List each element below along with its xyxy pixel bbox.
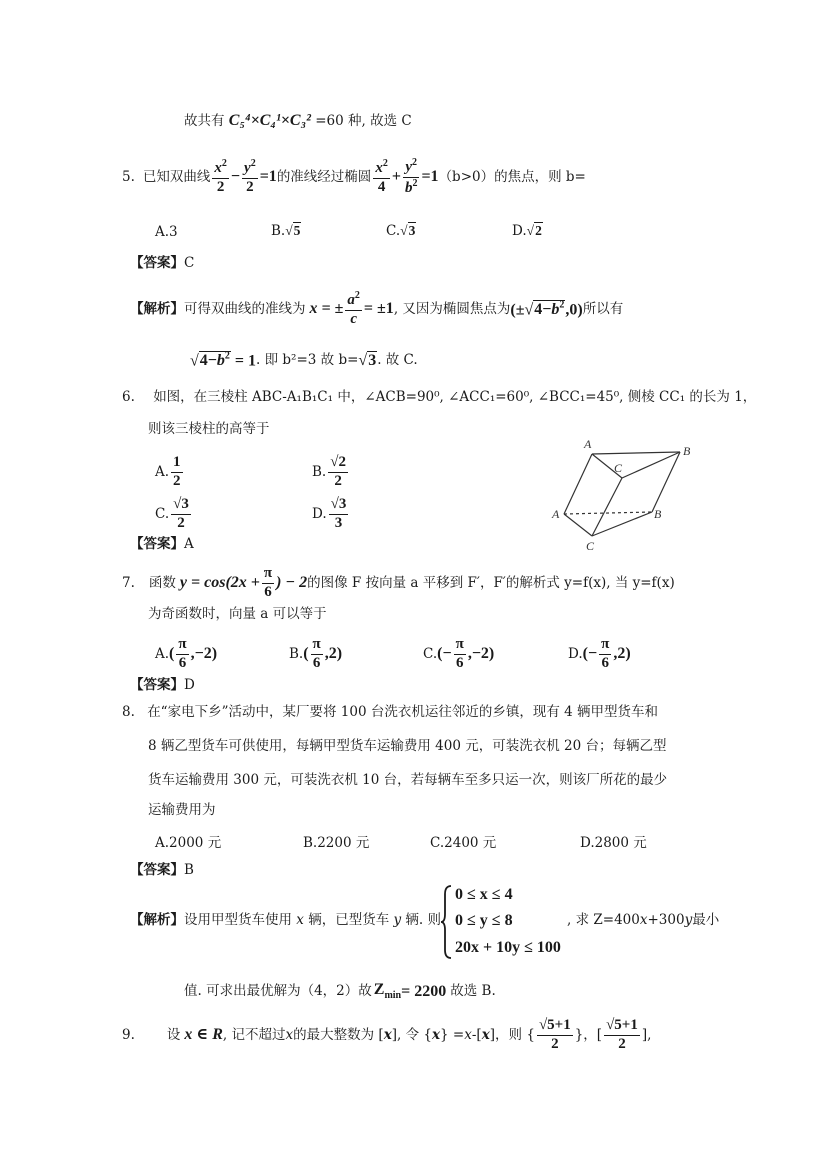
q9-text-d: ], 令 {: [391, 1026, 432, 1043]
q6-stem: [122, 391, 756, 405]
q6-option-a: [155, 455, 185, 490]
q5-option-b-value: 5: [293, 223, 301, 238]
q7-answer-value: D: [184, 677, 195, 693]
constraint-1: 0 ≤ x ≤ 4: [455, 886, 513, 903]
q5-option-a: A.3: [155, 224, 178, 240]
q5-option-d-value: 2: [535, 223, 542, 238]
q6-option-d: [312, 497, 350, 532]
q8-number: 8.: [122, 704, 135, 720]
q7-option-b: B. ( $\frac{\pi}{6}$ ,2): [289, 636, 343, 671]
q5-analysis-c: 所以有: [582, 300, 624, 317]
q9-text-i: ],: [641, 1026, 652, 1043]
q5-analysis-a: 可得双曲线的准线为: [184, 300, 306, 317]
q5-answer: [130, 257, 194, 271]
q8-analysis: 【解析】设用甲型货车使用 x 辆，已型货车 y 辆. 则: [130, 912, 442, 928]
q5-option-c-label: C.: [386, 223, 401, 239]
z-min-value: = 2200: [401, 982, 447, 1000]
ellipse-term-x: $\frac{x^2}{4}$: [375, 158, 388, 195]
answer-label: 【答案】: [130, 862, 184, 878]
q8-analysis-line2: 值. 可求出最优解为（4，2）故 $Z_{min}$ = 2200 故选 B.: [184, 981, 496, 1002]
q5-analysis: 【解析】 可得双曲线的准线为 x = ± $\frac{a^2}{c}$ = ±1 , 又因为椭圆焦点为 $(\pm√4-b^2,0)$ 所以有: [130, 290, 624, 327]
q6-answer-value: A: [184, 536, 194, 552]
hyperbola-term-x: $\frac{x^2}{2}$: [214, 158, 227, 195]
q6-option-d-value: $\frac{√3}{3}$: [330, 496, 347, 531]
q5-option-b-label: B.: [271, 223, 286, 239]
q5-stem: 5. 已知双曲线 $\frac{x^2}{2}$ − $\frac{y^2}{2}$ =1 的准线经过椭圆 $\frac{x^2}{4}$ + $\frac{y^2}{b^2}$ =1 （b>0）的焦点，则 b=: [122, 157, 586, 196]
ellipse-term-y: $\frac{y^2}{b^2}$: [404, 157, 418, 196]
q5-text-b: 的准线经过椭圆: [276, 168, 372, 185]
q7-option-a-label: A.: [155, 645, 170, 662]
q6-option-b-label: B.: [312, 463, 327, 480]
q8-analysis-h: 故选 B.: [450, 982, 496, 999]
q5-option-d: D.√2: [512, 223, 542, 239]
q8-analysis-e: +300: [647, 912, 685, 928]
q9-text-g: ]，则 {: [489, 1026, 535, 1043]
figure-label-c: C: [586, 539, 595, 553]
q8-analysis-objective: , 求 Z=400x+300y最小: [567, 912, 720, 928]
q6-option-a-value: $\frac{1}{2}$: [173, 454, 181, 489]
q5-text-a: 已知双曲线: [142, 168, 211, 185]
q6-option-c-value: $\frac{√3}{2}$: [173, 496, 189, 531]
q5-option-c-value: 3: [408, 223, 416, 238]
q9-text-f: -[: [471, 1026, 482, 1043]
q6-option-b-value: $\frac{√2}{2}$: [330, 454, 346, 489]
q7-stem-line2: 为奇函数时，向量 a 可以等于: [148, 606, 327, 622]
q6-option-c-label: C.: [155, 505, 170, 522]
q7-option-d: D. (− $\frac{\pi}{6}$ ,2): [568, 636, 631, 671]
q8-analysis-b: 辆，已型货车: [308, 912, 390, 928]
answer-label: 【答案】: [130, 677, 184, 693]
q7-option-d-label: D.: [568, 645, 583, 662]
analysis-label: 【解析】: [130, 300, 184, 317]
figure-label-b1: B: [683, 444, 691, 458]
directrix-fraction: $\frac{a^2}{c}$: [347, 290, 360, 327]
q8-option-d: D.2800 元: [580, 835, 647, 851]
q7-pi-fraction: $\frac{\pi}{6}$: [263, 565, 273, 600]
q7-option-c-label: C.: [423, 645, 438, 662]
q9-fraction-1: $\frac{√5+1}{2}$: [538, 1017, 571, 1052]
root-equation: $√4-b^2 = 1$: [190, 351, 257, 370]
q5-option-b: B.√5: [271, 223, 301, 239]
q7-answer: [130, 679, 195, 693]
q5-analysis-line2: $√4-b^2 = 1$ . 即 b²=3 故 b= √3 . 故 C.: [190, 351, 418, 370]
q7-option-b-label: B.: [289, 645, 304, 662]
q8-analysis-g: 值. 可求出最优解为（4，2）故: [184, 982, 372, 999]
q8-analysis-d: , 求 Z=400: [567, 912, 640, 928]
q9-number: 9.: [122, 1026, 135, 1043]
figure-label-a1: A: [584, 437, 592, 451]
q6-option-d-label: D.: [312, 505, 327, 522]
q8-analysis-a: 设用甲型货车使用: [184, 912, 292, 928]
figure-label-b: B: [654, 507, 662, 521]
q8-line-4: 运输费用为: [148, 802, 216, 818]
top-line-suffix: =60 种, 故选 C: [315, 113, 412, 129]
q7-option-c: C. (− $\frac{\pi}{6}$ ,−2): [423, 636, 495, 671]
system-brace: [441, 884, 453, 960]
q7-option-a: A. ( $\frac{\pi}{6}$ ,−2): [155, 636, 218, 671]
q5-analysis-e: . 故 C.: [377, 351, 418, 368]
q9-stem: 9. 设 x ∈ R , 记不超过 x 的最大整数为 [ x ], 令 { x } = x -[ x ]，则 { $\frac{√5+1}{2}$ }，[ $\frac{√5+1}{2}$ ],: [122, 1017, 652, 1052]
q7-number: 7.: [122, 574, 135, 591]
top-line-prefix: 故共有: [184, 113, 225, 129]
q8-stem: [122, 706, 658, 720]
hyperbola-term-y: $\frac{y^2}{2}$: [244, 158, 256, 195]
q7-stem: 7. 函数 y = cos(2x + $\frac{\pi}{6}$ ) − 2 的图像 F 按向量 a 平移到 F′，F′的解析式 y=f(x), 当 y=f(x): [122, 565, 675, 600]
figure-label-a: A: [552, 507, 560, 521]
q9-text-e: } =: [440, 1026, 465, 1043]
q6-option-b: [312, 455, 350, 490]
answer-label: 【答案】: [130, 255, 184, 271]
q8-answer: [130, 864, 194, 878]
q6-option-c: [155, 497, 193, 532]
q9-text-b: , 记不超过: [222, 1026, 286, 1043]
analysis-label: 【解析】: [130, 912, 184, 928]
q5-answer-value: C: [184, 255, 195, 271]
q8-line-1: 在“家电下乡”活动中，某厂要将 100 台洗衣机运往邻近的乡镇，现有 4 辆甲型货车和: [147, 704, 659, 720]
constraint-3: 20x + 10y ≤ 100: [455, 939, 561, 956]
constraint-2: 0 ≤ y ≤ 8: [455, 912, 513, 929]
q5-analysis-b: , 又因为椭圆焦点为: [393, 300, 511, 317]
q8-line-2: 8 辆乙型货车可供使用，每辆甲型货车运输费用 400 元，可装洗衣机 20 台；每辆乙型: [148, 738, 667, 754]
top-line: [184, 113, 412, 129]
q5-text-c: （b>0）的焦点，则 b=: [438, 168, 586, 185]
ellipse-focus: $(\pm√4-b^2,0)$: [510, 299, 583, 318]
q6-number: 6.: [122, 389, 135, 405]
q6-stem-line2: 则该三棱柱的高等于: [148, 421, 270, 437]
prism-figure: [540, 432, 710, 557]
q8-option-a: A.2000 元: [155, 835, 222, 851]
q6-option-a-label: A.: [155, 463, 170, 480]
q8-option-b: B.2200 元: [303, 835, 370, 851]
q8-analysis-c: 辆. 则: [405, 912, 442, 928]
q7-text-b: 的图像 F 按向量 a 平移到 F′，F′的解析式 y=f(x), 当 y=f(x): [307, 574, 675, 591]
q9-text-a: 设: [166, 1026, 181, 1043]
answer-label: 【答案】: [130, 536, 184, 552]
q5-option-c: C.√3: [386, 223, 416, 239]
q7-text-a: 函数: [148, 574, 176, 591]
q8-option-c: C.2400 元: [430, 835, 497, 851]
q5-option-d-label: D.: [512, 223, 527, 239]
q5-analysis-d: . 即 b²=3 故 b=: [256, 351, 359, 368]
q8-line-3: 货车运输费用 300 元，可装洗衣机 10 台，若每辆车至多只运一次，则该厂所花的最少: [148, 772, 668, 788]
q6-text: 如图，在三棱柱 ABC-A₁B₁C₁ 中，∠ACB=90⁰, ∠ACC₁=60⁰, ∠BCC₁=45⁰, 侧棱 CC₁ 的长为 1，: [153, 389, 757, 405]
combination-product: C₅⁴×C₄¹×C₃²: [228, 112, 311, 129]
q9-text-h: }，[: [574, 1026, 603, 1043]
q8-answer-value: B: [184, 862, 194, 878]
q6-answer: [130, 538, 194, 552]
q8-analysis-f: 最小: [692, 912, 720, 928]
q9-text-c: 的最大整数为 [: [293, 1026, 384, 1043]
q9-fraction-2: $\frac{√5+1}{2}$: [606, 1017, 638, 1052]
figure-label-c1: C: [614, 461, 623, 475]
q5-number: 5.: [122, 168, 135, 185]
